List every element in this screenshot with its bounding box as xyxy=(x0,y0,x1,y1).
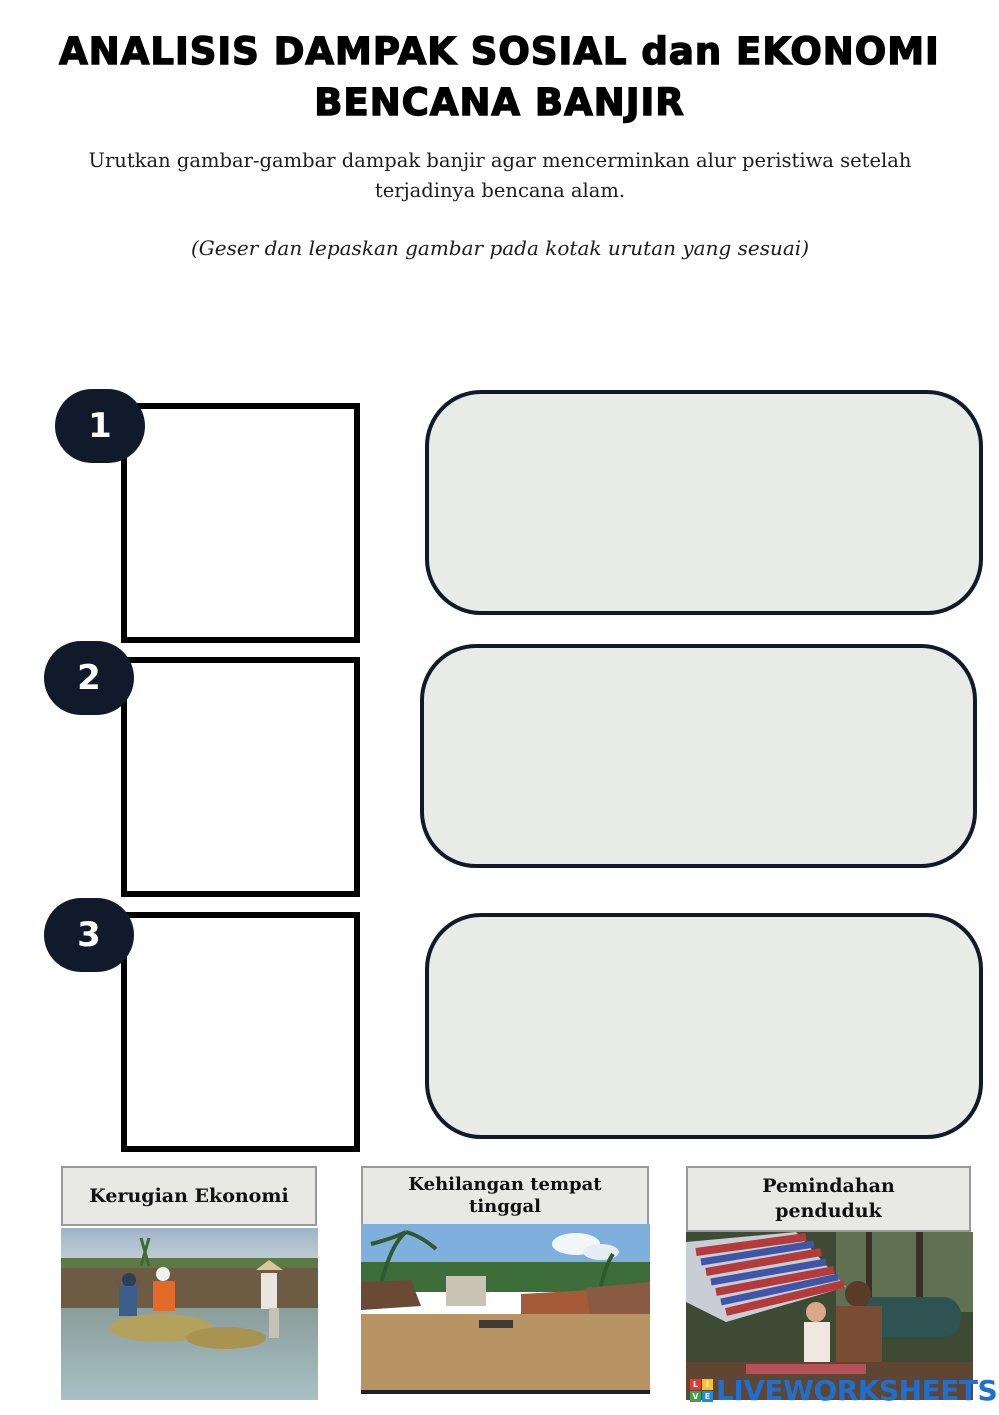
liveworksheets-logo[interactable] xyxy=(690,1373,998,1407)
card-label-line-1: Pemindahan xyxy=(762,1175,895,1197)
card-label-line-2: tinggal xyxy=(469,1196,541,1217)
step-3-badge: 3 xyxy=(44,898,134,972)
card-label-line-2: penduduk xyxy=(775,1200,882,1222)
draggable-card-kehilangan-tempat-tinggal[interactable] xyxy=(361,1166,650,1396)
drag-hint: (Geser dan lepaskan gambar pada kotak urutan yang sesuai) xyxy=(191,236,809,260)
card-label-line-1: Kehilangan tempat xyxy=(408,1174,602,1195)
flooded-rice-field-farmers-photo xyxy=(61,1228,318,1400)
step-1-answer-box[interactable] xyxy=(425,390,983,615)
draggable-card-kerugian-ekonomi[interactable] xyxy=(61,1166,318,1400)
title-line-1: ANALISIS DAMPAK SOSIAL dan EKONOMI xyxy=(59,30,940,73)
card-label xyxy=(686,1166,971,1232)
card-label xyxy=(361,1166,649,1226)
step-2-badge: 2 xyxy=(44,641,134,715)
step-3-image-dropzone[interactable] xyxy=(121,912,360,1152)
liveworksheets-logo-icon: L I V E xyxy=(690,1379,713,1402)
step-2-answer-box[interactable] xyxy=(420,644,977,868)
draggable-card-pemindahan-penduduk[interactable] xyxy=(686,1166,973,1400)
card-label: Kerugian Ekonomi xyxy=(61,1166,317,1226)
worksheet-title xyxy=(0,26,999,128)
instructions xyxy=(80,146,920,206)
liveworksheets-brand-text: LIVEWORKSHEETS xyxy=(716,1373,998,1407)
flooded-houses-photo xyxy=(361,1224,650,1394)
step-1-image-dropzone[interactable] xyxy=(121,403,360,643)
step-2-image-dropzone[interactable] xyxy=(121,657,360,897)
title-line-2: BENCANA BANJIR xyxy=(314,81,685,124)
step-3-answer-box[interactable] xyxy=(425,913,983,1139)
instructions-line-1: Urutkan gambar-gambar dampak banjir agar mencerminkan alur peristiwa setelah xyxy=(88,149,912,172)
step-1-badge: 1 xyxy=(55,389,145,463)
instructions-line-2: terjadinya bencana alam. xyxy=(374,179,626,202)
